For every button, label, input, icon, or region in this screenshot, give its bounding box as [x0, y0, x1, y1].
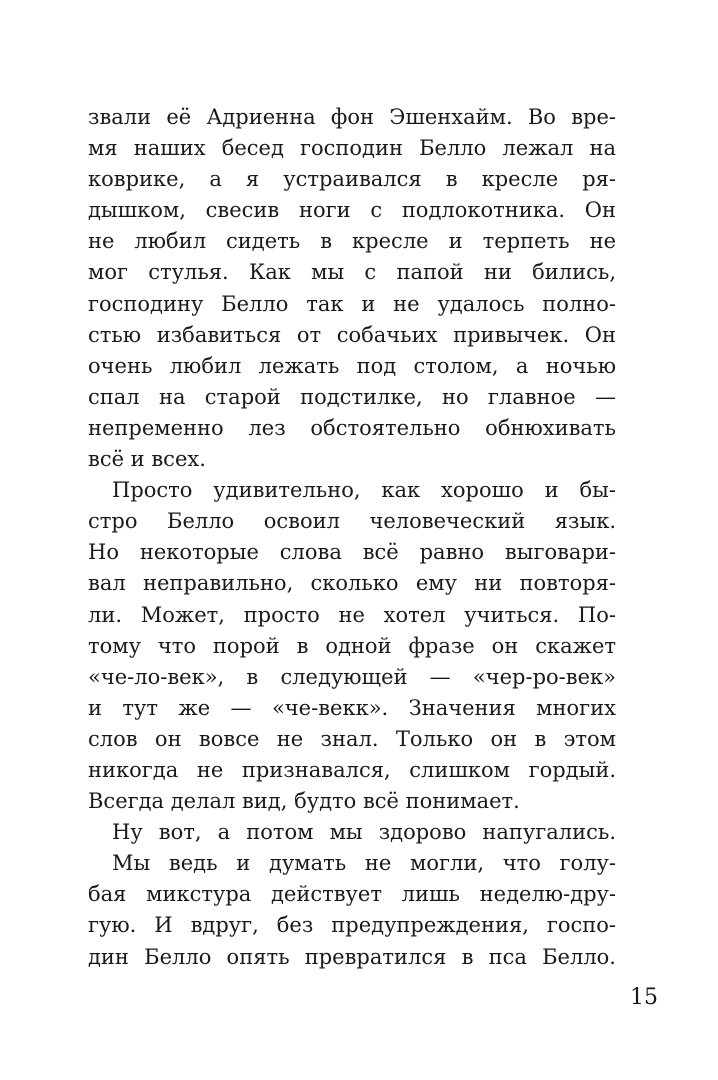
text-line: звали её Адриенна фон Эшенхайм. Во вре-: [88, 105, 616, 129]
page-number: 15: [630, 985, 658, 1010]
text-line: не любил сидеть в кресле и терпеть не: [88, 229, 616, 254]
text-line: «че-ло-век», в следующей — «чер-ро-век»: [88, 664, 616, 689]
text-line: непременно лез обстоятельно обнюхивать: [88, 415, 616, 440]
paragraph-3: [88, 817, 616, 848]
text-line: мя наших бесед господин Белло лежал на: [88, 136, 616, 161]
text-line: стью избавиться от собачьих привычек. Он: [88, 322, 616, 347]
text-line: Но некоторые слова всё равно выговари-: [88, 540, 616, 565]
paragraph-1: [88, 102, 616, 475]
text-line: Мы ведь и думать не могли, что голу-: [112, 851, 616, 876]
text-line: стро Белло освоил человеческий язык.: [88, 509, 616, 534]
text-line: очень любил лежать под столом, а ночью: [88, 353, 616, 378]
text-line: вал неправильно, сколько ему ни повторя-: [88, 571, 616, 596]
text-line: никогда не признавался, слишком гордый.: [88, 757, 616, 782]
text-line: мог стулья. Как мы с папой ни бились,: [88, 260, 616, 285]
text-line: Ну вот, а потом мы здорово напугались.: [112, 820, 616, 845]
text-line: Просто удивительно, как хорошо и бы-: [112, 478, 616, 503]
text-line: и тут же — «че-векк». Значения многих: [88, 695, 616, 720]
text-line: гую. И вдруг, без предупреждения, госпо-: [88, 913, 616, 938]
text-line: Всегда делал вид, будто всё понимает.: [88, 789, 520, 814]
paragraph-4: [88, 848, 616, 972]
text-line: дин Белло опять превратился в пса Белло.: [88, 944, 616, 969]
text-line: бая микстура действует лишь неделю-дру-: [88, 882, 616, 907]
text-line: слов он вовсе не знал. Только он в этом: [88, 726, 616, 751]
text-line: господину Белло так и не удалось полно-: [88, 291, 616, 316]
text-line: всё и всех.: [88, 447, 206, 472]
book-page-text: [88, 102, 616, 973]
text-line: спал на старой подстилке, но главное —: [88, 384, 616, 409]
paragraph-2: [88, 475, 616, 817]
text-line: ли. Может, просто не хотел учиться. По-: [88, 602, 616, 627]
text-line: дышком, свесив ноги с подлокотника. Он: [88, 198, 616, 223]
text-line: тому что порой в одной фразе он скажет: [88, 633, 616, 658]
text-line: коврике, а я устраивался в кресле ря-: [88, 167, 616, 192]
